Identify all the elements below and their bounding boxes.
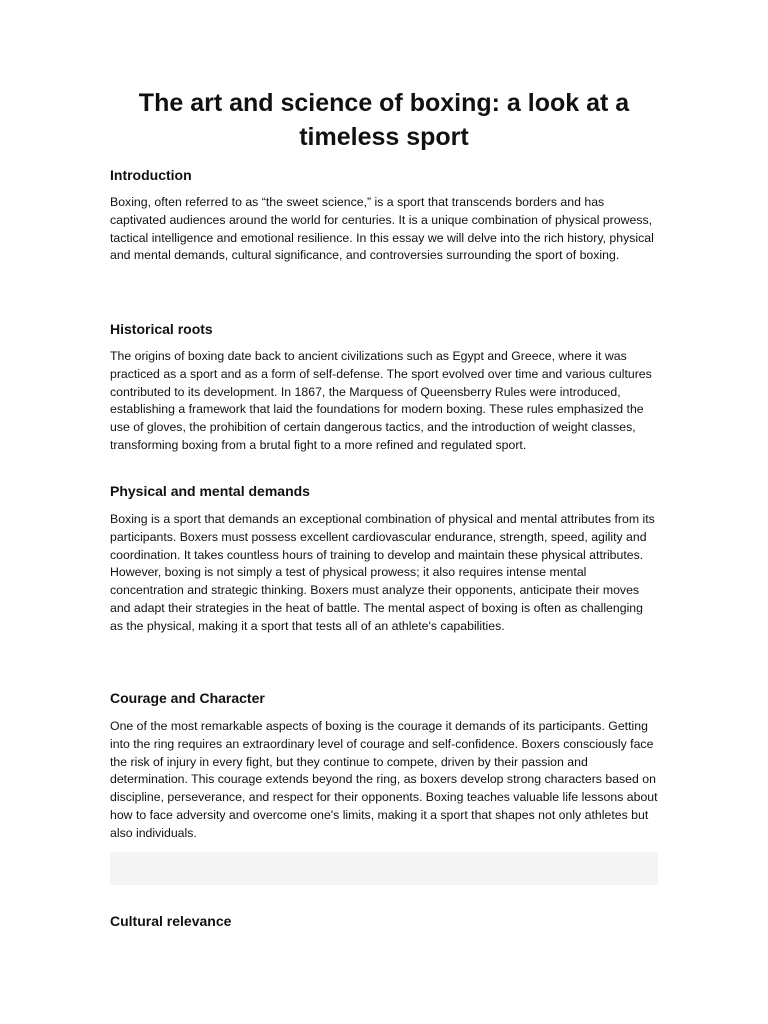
section-heading-historical-roots: Historical roots xyxy=(110,321,213,337)
section-body-courage-character: One of the most remarkable aspects of boxing is the courage it demands of its participants. Getting into the ring requires an extraordinary level of courage and self-confidence. Boxers consciously face the risk of injury in every fight, but they continue to compete, driven by their passion and determination. This courage extends beyond the ring, as boxers develop strong characters based on discipline, perseverance, and respect for their opponents. Boxing teaches valuable life lessons about how to face adversity and overcome one's limits, making it a sport that shapes not only athletes but also individuals. xyxy=(110,719,658,840)
section-body-physical-mental-demands: Boxing is a sport that demands an exceptional combination of physical and mental attributes from its participants. Boxers must possess excellent cardiovascular endurance, strength, speed, agility and coordination. It takes countless hours of training to develop and maintain these physical attributes. However, boxing is not simply a test of physical prowess; it also requires intense mental concentration and strategic thinking. Boxers must analyze their opponents, anticipate their moves and adapt their strategies in the heat of battle. The mental aspect of boxing is often as challenging as the physical, making it a sport that tests all of an athlete's capabilities. xyxy=(110,512,655,633)
section-body-historical-roots: The origins of boxing date back to ancient civilizations such as Egypt and Greece, where it was practiced as a sport and as a form of self-defense. The sport evolved over time and various cultures contributed to its development. In 1867, the Marquess of Queensberry Rules were introduced, establishing a framework that laid the foundations for modern boxing. These rules emphasized the use of gloves, the prohibition of certain dangerous tactics, and the introduction of weight classes, transforming boxing from a brutal fight to a more refined and regulated sport. xyxy=(110,349,652,452)
section-heading-courage-character: Courage and Character xyxy=(110,690,265,706)
empty-block xyxy=(110,852,658,885)
section-heading-physical-mental-demands: Physical and mental demands xyxy=(110,483,310,499)
document-title: The art and science of boxing: a look at a timeless sport xyxy=(138,89,630,151)
section-heading-introduction: Introduction xyxy=(110,167,192,183)
section-body-introduction: Boxing, often referred to as “the sweet science,” is a sport that transcends borders and has captivated audiences around the world for centuries. It is a unique combination of physical prowess, tactical intelligence and emotional resilience. In this essay we will delve into the rich history, physical and mental demands, cultural significance, and controversies surrounding the sport of boxing. xyxy=(110,195,654,263)
section-heading-cultural-relevance: Cultural relevance xyxy=(110,913,232,929)
